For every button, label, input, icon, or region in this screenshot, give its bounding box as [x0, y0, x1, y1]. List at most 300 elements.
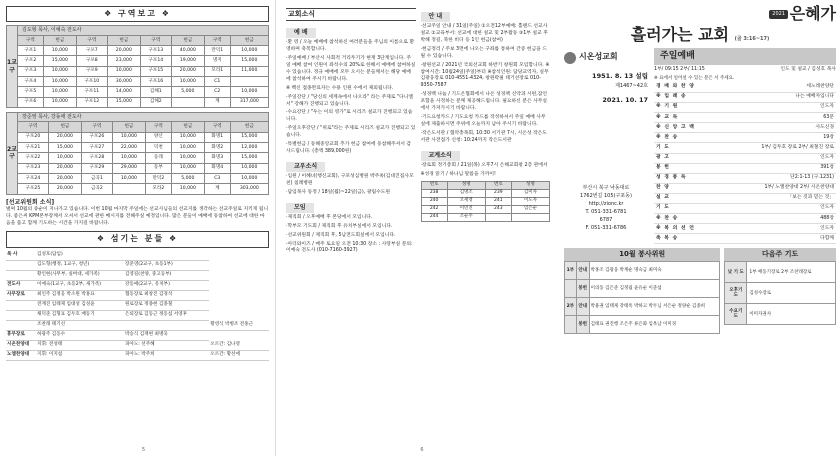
table-cell: 10,000	[43, 97, 76, 107]
table-cell	[485, 213, 511, 221]
news-item: ·수요강단 / "우는 이의 영가"로 시리즈 설교가 진행되고 있습니다.	[286, 110, 413, 123]
table-cell: 구포6	[18, 97, 44, 107]
order-row	[654, 143, 836, 153]
volunteer-row	[565, 280, 720, 298]
table-cell: 20,000	[107, 46, 140, 56]
news-section-tag: 교우소식	[286, 162, 325, 172]
order-item: 축 복 송	[654, 234, 709, 244]
table-cell: 303,000	[230, 184, 268, 194]
order-row	[654, 163, 836, 173]
column-header: 헌금	[107, 35, 140, 45]
table-row	[421, 205, 550, 213]
table-cell: 양산	[146, 132, 172, 142]
prayer-leader: 이미자권사	[747, 304, 836, 325]
worker-row	[6, 351, 269, 361]
order-item: 기 도	[654, 203, 709, 213]
order-row	[654, 203, 836, 213]
table-cell: 이도자	[511, 197, 549, 205]
table-cell: 40,000	[171, 46, 204, 56]
table-cell: 오세영	[447, 197, 485, 205]
address-line: 6787	[599, 217, 613, 224]
table-cell: 242	[421, 205, 447, 213]
order-detail: 단2:1-13 (구.1231)	[709, 173, 836, 183]
prayer-type: 수요기도	[725, 304, 747, 325]
church-address	[564, 184, 648, 232]
group-1-label: 1교구	[6, 25, 17, 108]
worker-names: 조찬래 태기선	[36, 321, 124, 331]
table-cell: 241	[485, 197, 511, 205]
title-line-1: 은혜가	[789, 4, 836, 23]
order-detail: 63문	[709, 113, 836, 123]
table-cell: 구포7	[76, 46, 107, 56]
worker-row	[6, 311, 269, 321]
news-item: ·아더와이즈 / 매주 토요일 오전 10:30 장소 : 사랑부실 문의: 이예숙 전도사 (010-7160-3927)	[286, 241, 413, 254]
table-row	[18, 143, 269, 153]
column-header: 구역	[82, 122, 113, 132]
table-cell: 244	[421, 213, 447, 221]
order-row	[654, 123, 836, 133]
table-cell: 화명2	[204, 143, 230, 153]
order-row	[654, 224, 836, 234]
worker-row	[6, 291, 269, 301]
worker-names: 황인현(사무부, 실버대, 세가족)	[36, 271, 124, 281]
table-cell: 30,000	[107, 77, 140, 87]
order-item: 성 경 봉 독	[654, 173, 709, 183]
table-cell: 구포26	[82, 132, 113, 142]
table-cell: 15,000	[48, 143, 81, 153]
table-cell: 10,000	[112, 132, 145, 142]
news-item: ·환 영 / 오늘 예배에 참석하신 여러분들을 주님의 이름으로 환영하며 축복합니다.	[286, 39, 415, 52]
volunteer-names: 박홍조 김광웅 박계순 명숙금 최미숙	[589, 262, 720, 280]
table-cell: 구포28	[82, 153, 113, 163]
order-row	[654, 214, 836, 224]
column-header: 구역	[146, 122, 172, 132]
worker-names: 박승식 김재현 최병욱	[124, 331, 209, 341]
order-detail: 「보는 것과 믿는 것」	[709, 193, 836, 203]
table-cell: 이민진	[447, 205, 485, 213]
table-cell: 5,000	[171, 87, 204, 97]
table-cell: 구포27	[82, 143, 113, 153]
worker-row	[6, 341, 269, 351]
table-cell: 10,000	[171, 184, 204, 194]
table-cell: C1	[204, 77, 230, 87]
table-cell: 덕천	[146, 143, 172, 153]
worker-names: 은퇴장로 김동근 정동섭 서영후	[124, 311, 209, 321]
table-cell: 238	[421, 189, 447, 197]
worker-role	[6, 301, 36, 311]
worker-row	[6, 271, 269, 281]
table-cell: 10,000	[230, 87, 268, 97]
prayer-leader: 김성수장로	[747, 283, 836, 304]
table-cell: 구포2	[18, 56, 44, 66]
worker-role: 목 사	[6, 251, 36, 261]
table-cell: 구포14	[140, 56, 171, 66]
title-line-2: 흘러가는 교회	[630, 24, 729, 44]
prayer-type: 낮 기 도	[725, 262, 747, 283]
table-cell: 20,000	[48, 173, 81, 183]
worker-role	[6, 321, 36, 331]
table-cell: 14,000	[107, 87, 140, 97]
prayer-row	[725, 283, 836, 304]
mission-news	[6, 199, 269, 228]
table-cell: 10,000	[112, 173, 145, 183]
worker-row	[6, 331, 269, 341]
worker-names: 허광주 김동수	[36, 331, 124, 341]
table-cell: 구포25	[18, 184, 49, 194]
table-cell: 금곡2	[82, 184, 113, 194]
table-cell: 구포1	[18, 46, 44, 56]
table-cell: 10,000	[171, 143, 204, 153]
table-cell: 10,000	[43, 66, 76, 76]
order-of-worship	[654, 82, 836, 244]
news-item: ·선교위원회 / 제직회 후, 5남전도회실에서 모입니다.	[286, 232, 396, 238]
table-cell: 317,000	[230, 97, 268, 107]
order-detail: 다함께	[709, 234, 836, 244]
column-header: 번호	[421, 181, 447, 189]
bulletin-date: 2021. 10. 17	[602, 96, 648, 105]
group-2-table	[17, 121, 269, 194]
table-cell: 243	[485, 205, 511, 213]
district-report-title: ❖ 구역보고 ❖	[6, 6, 269, 22]
worker-names: 채덕준 김형표 김두호 배동기	[36, 311, 124, 321]
table-row	[18, 173, 269, 183]
table-cell: 구포11	[76, 87, 107, 97]
standing-note: ※ 표에서 일어설 수 있는 분은 서 주세요.	[654, 75, 735, 81]
news-item: ·선교주일 안내 / 31일(주일) ①오전12부예배: 홀랜드 선교사 설교 ②교육부서: 선교에 대한 설교 및 2부활동 ③1부 설교 후 박해 정길, 북한 비디 등 1인 헌금(참여)	[420, 23, 548, 43]
order-detail: 세노레찬양단	[709, 82, 836, 92]
issue-no: 제1467~42호	[615, 83, 648, 90]
table-cell: 10,000	[171, 153, 204, 163]
table-row	[18, 56, 269, 66]
table-row	[421, 189, 550, 197]
column-header: 구역	[76, 35, 107, 45]
order-row	[654, 193, 836, 203]
table-cell: 계	[204, 184, 230, 194]
order-item: ※ 기 원	[654, 103, 709, 113]
table-cell: 20,000	[171, 66, 204, 76]
column-header: 성명	[511, 181, 549, 189]
news-item: ·기도요청카드 / 기도요청 카드를 작성하셔서 주일 예배 사무실에 제출하시면 주위에 오늘까지 남아 주시기 바랍니다.	[420, 115, 546, 128]
column-header: 헌금	[112, 122, 145, 132]
order-item: ※ 찬 송	[654, 214, 709, 224]
table-cell: 23,000	[107, 56, 140, 66]
worker-names: 최인주 김정웅 박소원 박홍표	[36, 291, 124, 301]
volunteer-service	[565, 280, 577, 298]
volunteer-service	[565, 316, 577, 334]
table-cell: 구포5	[18, 87, 44, 97]
order-row	[654, 234, 836, 244]
table-cell: 10,000	[43, 46, 76, 56]
news-item: ·헌금정리 / 주보 3면에 나오는 구좌를 통하여 간증 헌금을 드릴 수 있습니다.	[420, 46, 547, 59]
table-cell: 12,000	[230, 143, 268, 153]
order-item: ※ 복 의 선 언	[654, 224, 709, 234]
worker-names	[124, 251, 209, 261]
prayer-leader: 1부 배동기장로 2부 조찬래장로	[747, 262, 836, 283]
order-item: 광 고	[654, 153, 709, 163]
worker-names: 피아노: 박주희	[124, 351, 209, 361]
worker-row	[6, 261, 269, 271]
table-cell: C2	[204, 87, 230, 97]
worker-names: 지휘: 전성태	[36, 341, 124, 351]
prayer-title: 다음주 기도	[724, 248, 836, 261]
worker-role: 시온찬양대	[6, 341, 36, 351]
table-cell: 모라2	[146, 184, 172, 194]
column-header: 구역	[18, 122, 49, 132]
order-detail: 나는 예배자입니다	[709, 92, 836, 102]
news-item: ·작은도서관 / 협약총목회, 10:30 서기관 7시, 시온성 작은도서관 사전접가 신청: 10:24까지 작은도서관	[420, 131, 547, 144]
volunteer-names: 박용권 임태제 강태옥 박하고 박두님 서은순 정양순 김종희	[589, 298, 720, 316]
news-item: ·창원선교 / 2021년 국외선교회 하반기 창원회 모임합니다. ※참여시간: 10월24일(주일)부터 ※참석인원: 담당교역자, 실무 김광웅장로 010-4551-4324, 창원곽필 태기선장로 010-9350-7587	[420, 62, 550, 89]
column-header: 구역	[204, 122, 230, 132]
news-item: ·성경백 나눔 / 기드온협회에서 나온 성경책 신약과 시편,잠언 포함을 사정하는 분께 제공해드립니다. 필요하신 분은 사무실에서 가져가시기 바랍니다.	[420, 92, 548, 112]
table-row	[18, 66, 269, 76]
mission-text: 벌써 10월의 중순이 지나가고 있습니다. 이번 10월 마지막 주일에는 선교사님들의 선교지를 생각하는 선교주일로 지키게 됩니다. 좋은씨 KPM본부장께서 오셔서 선교에 관한 메시지를 전해주실 예정입니다. 많은 분들이 예배에 동참하여 선교에 대한 마음을 품고 함께 기도하는 시간을 가지길 바랍니다.	[6, 207, 269, 226]
news-item: ·주일오후강단 / "위로"라는 주제로 시리즈 설교가 진행되고 있습니다.	[286, 126, 416, 139]
workers-table	[6, 251, 269, 362]
table-cell: 구포13	[140, 46, 171, 56]
news-item: ·장로회 정기총회 / 21일(목) 오후7시 은해교회창 2층 관에서	[420, 162, 548, 168]
table-cell: 구포12	[76, 97, 107, 107]
news-item: ·담임목사 동정 / 18일(월)~22일(금), 광림수도원	[286, 189, 390, 195]
news-item: ·특별헌금 / 동해중앙교회 추가 헌금 참여에 동참해주셔서 감사드립니다. (총액 389,000원)	[286, 142, 412, 155]
mission-title: [선교위원회 소식]	[6, 198, 55, 206]
worker-names: 지휘: 이지섭	[36, 351, 124, 361]
column-header: 헌금	[43, 35, 76, 45]
volunteer-title: 10월 봉사위원	[564, 248, 720, 261]
group-1	[6, 25, 269, 108]
volunteer-names: 김태표 권진행 조은주 류은화 임옥남 이미경	[589, 316, 720, 334]
table-cell: 15,000	[230, 153, 268, 163]
news-item: ※성경 읽기 / 하나님 말씀을 가까이!	[420, 171, 496, 177]
table-cell: 구포23	[18, 163, 49, 173]
volunteer-row	[565, 298, 720, 316]
table-cell: 10,000	[171, 132, 204, 142]
table-cell: 구포21	[18, 143, 49, 153]
worker-names: 협동장로 최창진 김경석	[124, 291, 209, 301]
address-line: 1762번길 105(구포동)	[580, 193, 632, 200]
worker-names: 피아노: 선주혜	[124, 341, 209, 351]
pastor-line: 인도 및 설교 / 김성호 목사	[780, 67, 836, 73]
column-header: 헌금	[171, 35, 204, 45]
table-row	[18, 184, 269, 194]
table-cell	[171, 97, 204, 107]
worker-names: 원로장로 정종현 김종철	[124, 301, 209, 311]
order-item: ※ 찬 송	[654, 133, 709, 143]
prayer-row	[725, 262, 836, 283]
table-cell: 구포29	[82, 163, 113, 173]
column-header: 구역	[204, 35, 230, 45]
volunteer-service: 2부	[565, 298, 577, 316]
table-cell: 20,000	[48, 184, 81, 194]
order-item: 봉 헌	[654, 163, 709, 173]
table-cell: 김해2	[140, 97, 171, 107]
order-item: 찬 양	[654, 183, 709, 193]
table-cell: 15,000	[230, 132, 268, 142]
year-badge: 2021	[769, 10, 788, 19]
order-row	[654, 82, 836, 92]
table-cell: 19,000	[171, 56, 204, 66]
table-cell: 화명3	[204, 153, 230, 163]
order-detail: 인도자	[709, 203, 836, 213]
table-cell: 동부	[146, 163, 172, 173]
table-cell: 15,000	[43, 56, 76, 66]
table-cell: 10,000	[43, 77, 76, 87]
worker-names: 오르간: 김나영	[209, 341, 269, 351]
worker-names	[124, 321, 209, 331]
table-row	[421, 213, 550, 221]
worker-role: 전도사	[6, 281, 36, 291]
service-title: 주일예배	[654, 48, 836, 66]
group-2-caption: 장준영 목사, 강동애 전도사	[17, 112, 269, 122]
worker-names: 전재진 임태제 임대성 김성윤	[36, 301, 124, 311]
volunteer-row	[565, 262, 720, 280]
table-cell: 15,000	[107, 97, 140, 107]
volunteer-names: 이의동 김은준 김정림 윤유순 이준섭	[589, 280, 720, 298]
column-header: 헌금	[48, 122, 81, 132]
news-item: ※ 백신 접종완료자는 수용 인원 수에서 제외됩니다.	[286, 85, 394, 91]
volunteer-role: 안내	[576, 298, 589, 316]
table-cell: 10,000	[230, 46, 268, 56]
table-cell	[230, 77, 268, 87]
table-cell: 금곡1	[82, 173, 113, 183]
table-cell: 명지	[204, 56, 230, 66]
news-right-column	[421, 8, 551, 257]
founded: 1951. 8. 13 설립	[592, 71, 648, 80]
table-cell: 구포10	[76, 77, 107, 87]
volunteer-service: 1부	[565, 262, 577, 280]
prayer-row	[725, 304, 836, 325]
address-line: 부산시 북구 낙동대로	[582, 185, 630, 192]
prayer-table	[724, 261, 836, 325]
table-cell: 모라1	[204, 66, 230, 76]
table-cell: 5,000	[171, 173, 204, 183]
worker-role	[6, 261, 36, 271]
table-cell: 10,000	[230, 173, 268, 183]
table-cell: 조순주	[447, 213, 485, 221]
order-item: 경 배 와 찬 양	[654, 82, 709, 92]
table-cell: 구포3	[18, 66, 44, 76]
church-news-title: 교회소식	[286, 8, 416, 21]
cover-title	[564, 4, 836, 46]
title-ref: (골 3:16~17)	[734, 35, 770, 42]
church-logo-icon	[564, 52, 576, 64]
order-item: 기 도	[654, 143, 709, 153]
table-cell: 239	[485, 189, 511, 197]
column-header: 성명	[447, 181, 485, 189]
table-header-row	[18, 122, 269, 132]
news-item: ·주일강단 / "당신의 세계속에서 나오라" 라는 주제로 "다니엘서" 강해가 진행되고 있습니다.	[286, 94, 414, 107]
table-cell: 임은순	[511, 205, 549, 213]
news-section-tag: 안 내	[421, 12, 451, 22]
table-cell: 만덕2	[146, 173, 172, 183]
table-cell: 구포16	[140, 77, 171, 87]
table-cell: 10,000	[230, 163, 268, 173]
table-cell: 화명4	[204, 163, 230, 173]
group-1-table	[17, 35, 269, 108]
worker-role: 휴무장로	[6, 331, 36, 341]
address-line: T. 051-331-6781	[585, 209, 627, 216]
service-times: 1부/ 09:15 2부/ 11:15	[654, 67, 705, 73]
column-header: 번호	[485, 181, 511, 189]
order-item: ※ 교 독	[654, 113, 709, 123]
order-detail: 인도자	[709, 103, 836, 113]
table-cell: 계	[204, 97, 230, 107]
order-row	[654, 153, 836, 163]
order-row	[654, 113, 836, 123]
volunteer-role: 봉헌	[576, 316, 589, 334]
order-item: 설 교	[654, 193, 709, 203]
group-2-label: 2교구	[6, 112, 17, 195]
column-header: 구역	[140, 35, 171, 45]
page-6	[282, 0, 554, 456]
worker-names: 김도형(행정, 1교구, 청년)	[36, 261, 124, 271]
table-row	[18, 87, 269, 97]
volunteer-row	[565, 316, 720, 334]
worker-names: 김성호(담임)	[36, 251, 124, 261]
table-cell: 김명조	[447, 189, 485, 197]
order-detail: 인도자	[709, 153, 836, 163]
workers-title: ❖ 섬기는 분들 ❖	[6, 231, 269, 247]
table-cell: 20,000	[48, 163, 81, 173]
table-cell: 10,000	[48, 153, 81, 163]
worker-role: 사무장로	[6, 291, 36, 301]
order-detail: 1부/ 김두호 장로 2부/ 최철진 장로	[709, 143, 836, 153]
worker-names: 황영식 박병조 전홍근	[209, 321, 269, 331]
cover-page	[560, 0, 840, 456]
order-detail: 1부/ 노엘찬양대 2부/ 시온찬양대	[709, 183, 836, 193]
page-5	[0, 0, 276, 456]
worker-row	[6, 301, 269, 311]
order-detail: 391장	[709, 163, 836, 173]
table-cell: 10,000	[112, 153, 145, 163]
table-cell: 240	[421, 197, 447, 205]
news-section-tag: 교계소식	[421, 151, 460, 161]
news-section-tag: 예 배	[286, 28, 316, 38]
worker-role	[6, 271, 36, 281]
table-row	[18, 153, 269, 163]
volunteer-table	[564, 261, 720, 334]
table-cell: 구포20	[18, 132, 49, 142]
folio-5: 5	[141, 446, 146, 453]
table-row	[18, 77, 269, 87]
worker-names: 김영길(찬양, 중고등부)	[124, 271, 209, 281]
news-item: ·학부모 기도회 / 제직회 후 유치부실에서 모입니다.	[286, 223, 393, 229]
bible-reading-table	[421, 181, 551, 222]
table-cell: 11,000	[230, 66, 268, 76]
address-line: F. 051-331-6786	[585, 225, 627, 232]
table-cell: 29,000	[112, 163, 145, 173]
column-header: 헌금	[230, 35, 268, 45]
order-detail: 19장	[709, 133, 836, 143]
table-cell: 10,000	[171, 77, 204, 87]
table-cell: 20,000	[48, 132, 81, 142]
table-row	[18, 132, 269, 142]
address-line: http://zionc.kr	[588, 201, 624, 208]
folio-6: 6	[420, 446, 424, 453]
table-cell: 구포24	[18, 173, 49, 183]
order-detail: 인도자	[709, 224, 836, 234]
news-item: ·입원 / 이혜녀(행신교회), 구포성심병원 박주옥(김대진집사모친) 침례병원	[286, 173, 414, 186]
worker-row	[6, 281, 269, 291]
table-row	[421, 197, 550, 205]
news-left-column	[286, 8, 416, 257]
table-cell: 김미자	[511, 189, 549, 197]
table-cell: C3	[204, 173, 230, 183]
column-header: 헌금	[171, 122, 204, 132]
table-cell: 22,000	[112, 143, 145, 153]
order-item: ※ 입 례 송	[654, 92, 709, 102]
news-item: ·제직회 / 오후예배 후 본당에서 모입니다.	[286, 214, 373, 220]
